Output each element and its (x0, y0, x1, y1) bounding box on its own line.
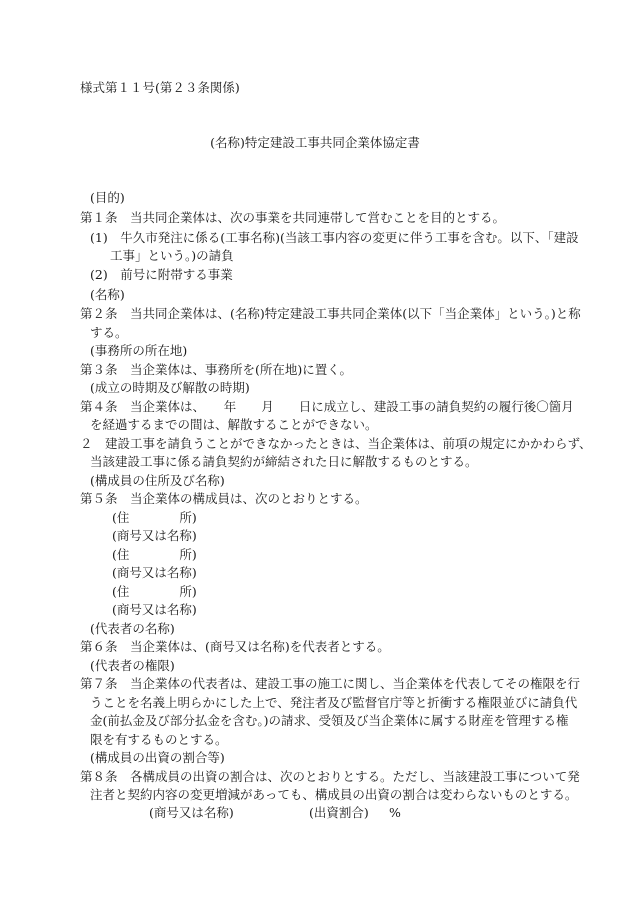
text-line: する。 (90, 325, 128, 340)
text-line: 当該建設工事に係る請負契約が締結された日に解散するものとする。 (90, 454, 478, 469)
text-line: を経過するまでの間は、解散することができない。 (90, 417, 378, 432)
text-line: 第１条 当共同企業体は、次の事業を共同連帯して営むことを目的とする。 (80, 210, 506, 225)
text-line: (住 所) (112, 510, 197, 525)
text-line: (構成員の出資の割合等) (90, 750, 225, 765)
text-line: 第４条 当企業体は、 年 月 日に成立し、建設工事の請負契約の履行後〇箇月 (80, 399, 574, 414)
text-line: (商号又は名称) (112, 602, 197, 617)
text-line: (成立の時期及び解散の時期) (90, 380, 250, 395)
text-line: 工事」という。)の請負 (110, 248, 234, 263)
form-number: 様式第１１号(第２３条関係) (80, 80, 240, 95)
text-line: (目的) (90, 190, 125, 205)
text-line: うことを名義上明らかにした上で、発注者及び監督官庁等と折衝する権限並びに請負代 (90, 695, 578, 710)
company-name-label: (商号又は名称) (149, 805, 234, 820)
text-line: 第７条 当企業体の代表者は、建設工事の施工に関し、当企業体を代表してその権限を行 (80, 676, 581, 691)
contribution-row (149, 804, 401, 822)
contribution-ratio-label: (出資割合) (309, 805, 369, 820)
percent-sign: % (389, 805, 401, 820)
text-line: ２ 建設工事を請負うことができなかったときは、当企業体は、前項の規定にかかわらず、 (80, 436, 592, 451)
text-line: (事務所の所在地) (90, 343, 188, 358)
text-line: (2) 前号に附帯する事業 (90, 267, 233, 282)
text-line: 注者と契約内容の変更増減があっても、構成員の出資の割合は変わらないものとする。 (90, 787, 578, 802)
text-line: 第２条 当共同企業体は、(名称)特定建設工事共同企業体(以下「当企業体」という。)と称 (80, 306, 581, 321)
text-line: (構成員の住所及び名称) (90, 473, 225, 488)
text-line: (代表者の権限) (90, 658, 175, 673)
text-line: 限を有するものとする。 (90, 732, 228, 747)
text-line: (代表者の名称) (90, 621, 175, 636)
text-line: (商号又は名称) (112, 565, 197, 580)
text-line: 第３条 当企業体は、事務所を(所在地)に置く。 (80, 362, 353, 377)
text-line: (1) 牛久市発注に係る(工事名称)(当該工事内容の変更に伴う工事を含む。以下、「建設 (90, 230, 579, 245)
text-line: 金(前払金及び部分払金を含む。)の請求、受領及び当企業体に属する財産を管理する権 (90, 713, 569, 728)
text-line: (住 所) (112, 547, 197, 562)
document-title: (名称)特定建設工事共同企業体協定書 (210, 135, 420, 150)
text-line: (住 所) (112, 584, 197, 599)
text-line: (商号又は名称) (112, 528, 197, 543)
text-line: (名称) (90, 287, 125, 302)
text-line: 第６条 当企業体は、(商号又は名称)を代表者とする。 (80, 639, 390, 654)
text-line: 第８条 各構成員の出資の割合は、次のとおりとする。ただし、当該建設工事について発 (80, 769, 580, 784)
text-line: 第５条 当企業体の構成員は、次のとおりとする。 (80, 491, 368, 506)
